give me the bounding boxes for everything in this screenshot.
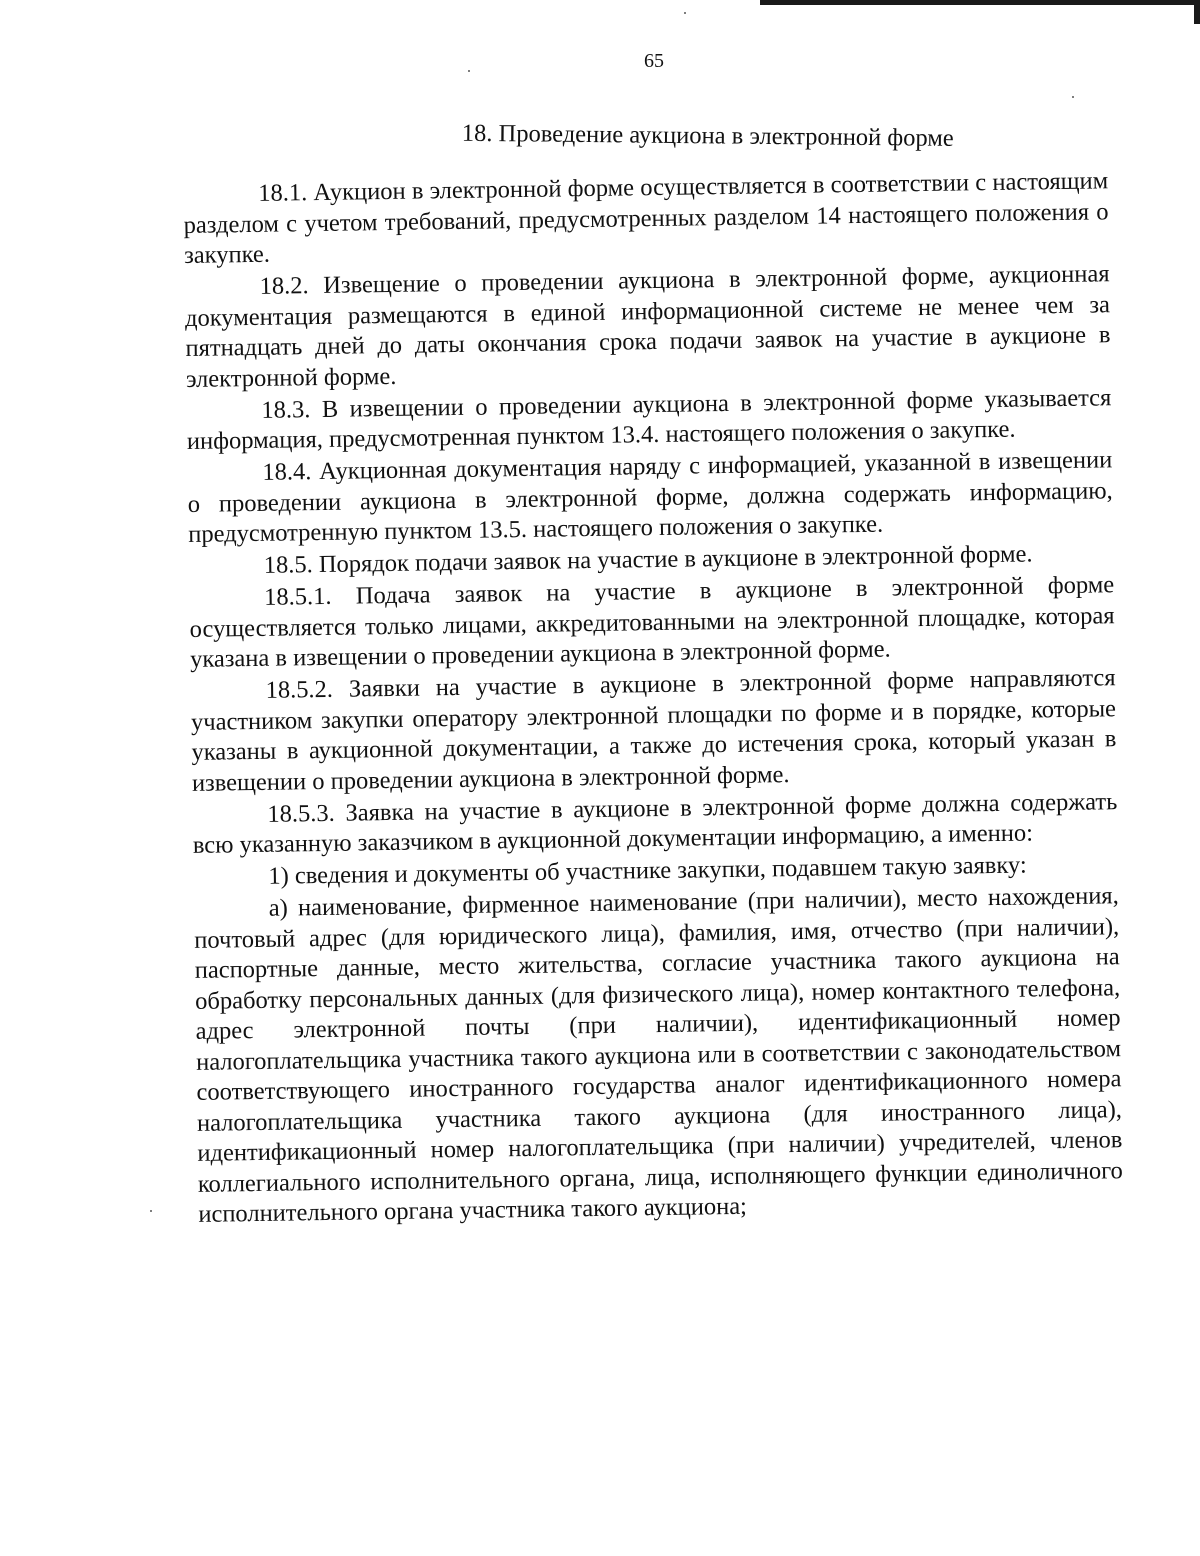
paragraph-18-5-1: 18.5.1. Подача заявок на участие в аукционе в электронной форме осуществляется только лицами, аккредитованными на электронной площадке, которая указана в извещении о проведении аукциона в электронной форме.: [189, 571, 1115, 673]
paragraph-18-4: 18.4. Аукционная документация наряду с информацией, указанной в извещении о проведении аукциона в электронной форме, должна содержать информацию, предусмотренную пунктом 13.5. настоящего положения о закупке.: [187, 446, 1113, 548]
paragraph-18-5: 18.5. Порядок подачи заявок на участие в аукционе в электронной форме.: [263, 540, 1033, 579]
paragraph-18-2: 18.2. Извещение о проведении аукциона в электронной форме, аукционная документация размещаются в единой информационной системе не менее чем за пятнадцать дней до даты окончания срока подачи заявок на участие в аукционе в электронной форме.: [184, 260, 1111, 393]
scan-speck: [684, 12, 686, 14]
paragraph-18-1: 18.1. Аукцион в электронной форме осуществляется в соответствии с настоящим разделом с учетом требований, предусмотренных разделом 14 настоящего положения о закупке.: [183, 167, 1109, 269]
section-heading: 18. Проведение аукциона в электронной форме: [461, 119, 954, 152]
list-item-a: а) наименование, фирменное наименование (при наличии), место нахождения, почтовый адрес (для юридического лица), фамилия, имя, отчество (при наличии), паспортные данные, место жительства, согласие участника такого аукциона на обработку персональных данных (для физического лица), номер контактного телефона, адрес электронной почты (при наличии), идентификационный номер налогоплательщика участника такого аукциона или в соответствии с законодательством соответствующего иностранного государства аналог идентификационного номера налогоплательщика участника такого аукциона (для иностранного лица), идентификационный номер налогоплательщика (при наличии) учредителей, членов коллегиального исполнительного органа, лица, исполняющего функции единоличного исполнительного органа участника такого аукциона;: [194, 882, 1123, 1228]
paragraph-18-5-3: 18.5.3. Заявка на участие в аукционе в электронной форме должна содержать всю указанную заказчиком в аукционной документации информацию, а именно:: [192, 787, 1118, 859]
list-item-1: 1) сведения и документы об участнике закупки, подавшем такую заявку:: [268, 851, 1027, 890]
scan-edge-right: [1194, 0, 1200, 24]
paragraph-18-5-2: 18.5.2. Заявки на участие в аукционе в электронной форме направляются участником закупки оператору электронной площадки по форме и в порядке, которые указаны в аукционной документации, а также до истечения срока, который указан в извещении о проведении аукциона в электронной форме.: [190, 664, 1117, 797]
document-body: [183, 166, 1123, 1230]
scan-speck: [150, 1210, 152, 1212]
scan-speck: [1072, 96, 1074, 98]
paragraph-18-3: 18.3. В извещении о проведении аукциона в электронной форме указывается информация, предусмотренная пунктом 13.4. настоящего положения о закупке.: [186, 383, 1112, 455]
scan-edge-top: [760, 0, 1200, 5]
page-number: 65: [644, 50, 664, 72]
